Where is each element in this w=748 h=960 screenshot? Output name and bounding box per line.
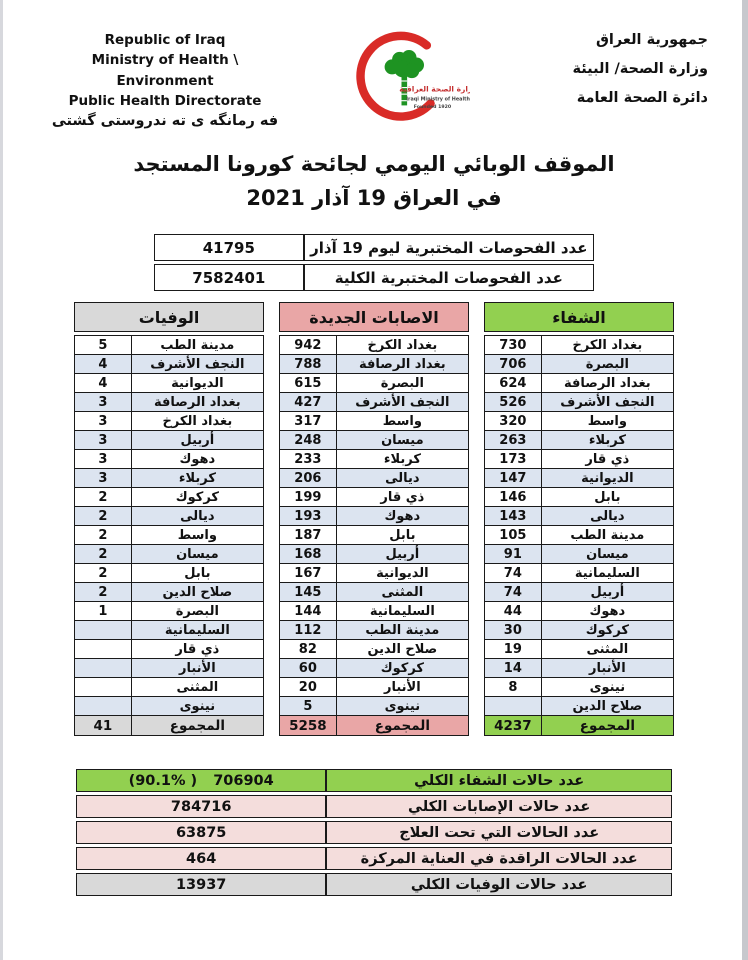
province-value: 3 xyxy=(75,450,132,469)
province-name: الأنبار xyxy=(336,678,468,697)
letterhead xyxy=(0,0,748,144)
summary-row-under-treatment xyxy=(76,821,672,844)
province-value: 2 xyxy=(75,526,132,545)
letterhead-line: Ministry of Health \ Environment xyxy=(91,52,239,89)
total-value: 4237 xyxy=(485,716,542,736)
province-name: أربيل xyxy=(541,583,673,602)
province-name: بابل xyxy=(541,488,673,507)
table-row xyxy=(485,602,674,621)
province-value: 74 xyxy=(485,564,542,583)
province-value: 2 xyxy=(75,583,132,602)
table-row xyxy=(485,412,674,431)
summary-label: عدد حالات الوفيات الكلي xyxy=(326,873,672,896)
new-cases-table xyxy=(279,302,469,736)
province-value: 2 xyxy=(75,545,132,564)
province-name: ميسان xyxy=(541,545,673,564)
province-name: واسط xyxy=(541,412,673,431)
province-value: 143 xyxy=(485,507,542,526)
province-name: كركوك xyxy=(336,659,468,678)
summary-value xyxy=(76,769,326,792)
province-name: بغداد الرصافة xyxy=(541,374,673,393)
province-value: 146 xyxy=(485,488,542,507)
province-value: 317 xyxy=(280,412,337,431)
province-name: كربلاء xyxy=(131,469,263,488)
table-row xyxy=(75,431,264,450)
province-name: صلاح الدين xyxy=(131,583,263,602)
province-value: 206 xyxy=(280,469,337,488)
province-name: بغداد الكرخ xyxy=(336,336,468,355)
province-name: ذي قار xyxy=(336,488,468,507)
province-value: 193 xyxy=(280,507,337,526)
province-name: صلاح الدين xyxy=(541,697,673,716)
province-value: 168 xyxy=(280,545,337,564)
scan-edge-right xyxy=(742,0,748,960)
tests-total-label: عدد الفحوصات المختبرية الكلية xyxy=(304,264,594,291)
province-value: 144 xyxy=(280,602,337,621)
table-row xyxy=(75,526,264,545)
province-name: نينوى xyxy=(541,678,673,697)
province-name: السليمانية xyxy=(336,602,468,621)
table-row xyxy=(280,621,469,640)
table-row xyxy=(485,488,674,507)
summary-row-cases-total xyxy=(76,795,672,818)
summary-value: 13937 xyxy=(76,873,326,896)
province-value: 3 xyxy=(75,431,132,450)
table-row xyxy=(280,374,469,393)
province-value: 320 xyxy=(485,412,542,431)
province-value xyxy=(485,697,542,716)
total-row xyxy=(280,716,469,736)
province-name: بغداد الرصافة xyxy=(336,355,468,374)
province-name: كربلاء xyxy=(336,450,468,469)
table-row xyxy=(75,412,264,431)
province-name: النجف الأشرف xyxy=(336,393,468,412)
province-tables xyxy=(0,302,748,736)
summary-label: عدد الحالات الراقدة في العناية المركزة xyxy=(326,847,672,870)
province-value: 4 xyxy=(75,374,132,393)
table-row xyxy=(75,374,264,393)
summary-row-icu xyxy=(76,847,672,870)
province-value: 706 xyxy=(485,355,542,374)
table-row xyxy=(485,659,674,678)
province-name: النجف الأشرف xyxy=(541,393,673,412)
table-row xyxy=(75,678,264,697)
table-row xyxy=(280,412,469,431)
province-name: مدينة الطب xyxy=(131,336,263,355)
table-row xyxy=(280,431,469,450)
province-name: بغداد الكرخ xyxy=(541,336,673,355)
province-value: 105 xyxy=(485,526,542,545)
table-row xyxy=(280,336,469,355)
table-row xyxy=(75,488,264,507)
table-row xyxy=(485,526,674,545)
province-name: الديوانية xyxy=(336,564,468,583)
province-name: صلاح الدين xyxy=(336,640,468,659)
province-name: أربيل xyxy=(336,545,468,564)
table-row xyxy=(75,583,264,602)
table-row xyxy=(485,374,674,393)
province-value: 44 xyxy=(485,602,542,621)
province-name: ديالى xyxy=(541,507,673,526)
province-name: واسط xyxy=(336,412,468,431)
table-row xyxy=(485,640,674,659)
table-row xyxy=(280,678,469,697)
province-value: 20 xyxy=(280,678,337,697)
province-name: البصرة xyxy=(541,355,673,374)
table-row xyxy=(75,469,264,488)
province-value: 788 xyxy=(280,355,337,374)
total-row xyxy=(485,716,674,736)
letterhead-line: وزارة الصحة/ البيئة xyxy=(572,61,708,77)
recovered-total-value: 706904 xyxy=(213,772,274,789)
province-value: 942 xyxy=(280,336,337,355)
province-name: الديوانية xyxy=(131,374,263,393)
province-value: 3 xyxy=(75,412,132,431)
province-value: 624 xyxy=(485,374,542,393)
letterhead-line: Public Health Directorate xyxy=(68,92,262,109)
letterhead-arabic xyxy=(533,32,708,119)
table-row xyxy=(154,264,594,291)
table-row xyxy=(485,355,674,374)
province-value: 19 xyxy=(485,640,542,659)
province-value: 147 xyxy=(485,469,542,488)
ministry-logo xyxy=(348,22,470,144)
province-value: 74 xyxy=(485,583,542,602)
province-name: السليمانية xyxy=(131,621,263,640)
province-name: نينوى xyxy=(131,697,263,716)
province-name: الأنبار xyxy=(541,659,673,678)
province-value: 91 xyxy=(485,545,542,564)
province-value: 60 xyxy=(280,659,337,678)
province-value: 145 xyxy=(280,583,337,602)
province-name: كركوك xyxy=(131,488,263,507)
province-value: 112 xyxy=(280,621,337,640)
summary-label: عدد حالات الإصابات الكلي xyxy=(326,795,672,818)
province-value: 2 xyxy=(75,507,132,526)
table-row xyxy=(75,659,264,678)
deaths-table xyxy=(74,302,264,736)
province-value xyxy=(75,678,132,697)
province-value: 263 xyxy=(485,431,542,450)
table-row xyxy=(280,583,469,602)
province-value: 730 xyxy=(485,336,542,355)
summary-value: 464 xyxy=(76,847,326,870)
province-value: 5 xyxy=(75,336,132,355)
deaths-table-header: الوفيات xyxy=(74,302,264,332)
table-row xyxy=(75,393,264,412)
province-value: 199 xyxy=(280,488,337,507)
province-value: 173 xyxy=(485,450,542,469)
province-value: 427 xyxy=(280,393,337,412)
province-name: السليمانية xyxy=(541,564,673,583)
table-row xyxy=(75,355,264,374)
letterhead-line: Republic of Iraq xyxy=(104,32,226,48)
province-value: 1 xyxy=(75,602,132,621)
province-value: 233 xyxy=(280,450,337,469)
table-row xyxy=(485,545,674,564)
table-row xyxy=(485,621,674,640)
province-name: أربيل xyxy=(131,431,263,450)
table-row xyxy=(280,469,469,488)
province-name: البصرة xyxy=(336,374,468,393)
logo-english-text: Iraqi Ministry of Health xyxy=(405,96,470,103)
province-value: 14 xyxy=(485,659,542,678)
table-row xyxy=(75,602,264,621)
province-value: 30 xyxy=(485,621,542,640)
province-name: ميسان xyxy=(336,431,468,450)
table-row xyxy=(485,697,674,716)
page-title xyxy=(0,148,748,215)
table-row xyxy=(75,640,264,659)
total-row xyxy=(75,716,264,736)
province-value: 3 xyxy=(75,393,132,412)
province-value: 615 xyxy=(280,374,337,393)
total-value: 5258 xyxy=(280,716,337,736)
province-name: مدينة الطب xyxy=(541,526,673,545)
table-row xyxy=(280,393,469,412)
province-name: نينوى xyxy=(336,697,468,716)
table-row xyxy=(280,602,469,621)
province-name: الديوانية xyxy=(541,469,673,488)
table-row xyxy=(280,697,469,716)
summary-label: عدد الحالات التي تحت العلاج xyxy=(326,821,672,844)
table-row xyxy=(75,450,264,469)
table-row xyxy=(485,583,674,602)
page-title-line1: الموقف الوبائي اليومي لجائحة كورونا المستجد xyxy=(133,152,615,176)
table-row xyxy=(75,507,264,526)
recovered-table xyxy=(484,302,674,736)
province-value: 167 xyxy=(280,564,337,583)
total-label: المجموع xyxy=(131,716,263,736)
province-name: ديالى xyxy=(336,469,468,488)
summary-table xyxy=(76,766,672,899)
table-row xyxy=(154,234,594,261)
province-value xyxy=(75,640,132,659)
province-name: البصرة xyxy=(131,602,263,621)
page-title-line2: في العراق 19 آذار 2021 xyxy=(246,185,502,210)
province-value: 5 xyxy=(280,697,337,716)
recovered-table-header: الشفاء xyxy=(484,302,674,332)
table-row xyxy=(485,507,674,526)
province-name: ذي قار xyxy=(541,450,673,469)
summary-row-deaths-total xyxy=(76,873,672,896)
summary-row-recovered-total xyxy=(76,769,672,792)
province-value xyxy=(75,621,132,640)
province-name: الأنبار xyxy=(131,659,263,678)
table-row xyxy=(280,640,469,659)
province-name: المثنى xyxy=(541,640,673,659)
province-name: النجف الأشرف xyxy=(131,355,263,374)
table-row xyxy=(75,621,264,640)
province-name: واسط xyxy=(131,526,263,545)
province-value: 2 xyxy=(75,488,132,507)
province-name: بغداد الكرخ xyxy=(131,412,263,431)
tests-today-label: عدد الفحوصات المختبرية ليوم 19 آذار xyxy=(304,234,594,261)
province-value xyxy=(75,697,132,716)
tests-total-value: 7582401 xyxy=(154,264,304,291)
logo-arabic-text: وزارة الصحة العراقية xyxy=(398,84,470,94)
province-name: مدينة الطب xyxy=(336,621,468,640)
province-name: ديالى xyxy=(131,507,263,526)
letterhead-english xyxy=(46,30,284,133)
table-row xyxy=(280,488,469,507)
province-value: 8 xyxy=(485,678,542,697)
table-row xyxy=(75,564,264,583)
province-value: 4 xyxy=(75,355,132,374)
table-row xyxy=(280,526,469,545)
table-row xyxy=(485,393,674,412)
summary-label: عدد حالات الشفاء الكلي xyxy=(326,769,672,792)
summary-value: 784716 xyxy=(76,795,326,818)
summary-value: 63875 xyxy=(76,821,326,844)
table-row xyxy=(280,507,469,526)
table-row xyxy=(280,355,469,374)
province-name: بابل xyxy=(131,564,263,583)
table-row xyxy=(485,431,674,450)
total-label: المجموع xyxy=(541,716,673,736)
province-value: 248 xyxy=(280,431,337,450)
province-value: 82 xyxy=(280,640,337,659)
table-row xyxy=(485,678,674,697)
tests-today-value: 41795 xyxy=(154,234,304,261)
table-row xyxy=(75,697,264,716)
total-label: المجموع xyxy=(336,716,468,736)
table-row xyxy=(485,469,674,488)
table-row xyxy=(75,336,264,355)
logo-founded-text: Founded 1920 xyxy=(413,105,451,111)
table-row xyxy=(485,564,674,583)
letterhead-line: دائرة الصحة العامة xyxy=(576,90,708,106)
ministry-logo-graphic xyxy=(348,22,470,140)
province-value: 2 xyxy=(75,564,132,583)
province-value: 187 xyxy=(280,526,337,545)
province-name: بغداد الرصافة xyxy=(131,393,263,412)
recovered-percent: (90.1% ) xyxy=(128,772,198,789)
table-row xyxy=(485,336,674,355)
scan-edge-left xyxy=(0,0,3,960)
total-value: 41 xyxy=(75,716,132,736)
province-value: 526 xyxy=(485,393,542,412)
province-name: دهوك xyxy=(336,507,468,526)
province-name: كربلاء xyxy=(541,431,673,450)
table-row xyxy=(280,450,469,469)
table-row xyxy=(280,545,469,564)
table-row xyxy=(280,564,469,583)
province-value: 3 xyxy=(75,469,132,488)
new-cases-table-header: الاصابات الجديدة xyxy=(279,302,469,332)
province-name: ميسان xyxy=(131,545,263,564)
letterhead-kurdish-line: فه رمانگه ى ته ندروستى گشتى xyxy=(51,113,279,129)
province-name: بابل xyxy=(336,526,468,545)
province-value xyxy=(75,659,132,678)
lab-tests-table xyxy=(154,231,594,294)
province-name: ذي قار xyxy=(131,640,263,659)
table-row xyxy=(75,545,264,564)
table-row xyxy=(280,659,469,678)
province-name: دهوك xyxy=(541,602,673,621)
province-name: المثنى xyxy=(336,583,468,602)
table-row xyxy=(485,450,674,469)
province-name: دهوك xyxy=(131,450,263,469)
province-name: المثنى xyxy=(131,678,263,697)
letterhead-line: جمهورية العراق xyxy=(595,32,708,48)
province-name: كركوك xyxy=(541,621,673,640)
